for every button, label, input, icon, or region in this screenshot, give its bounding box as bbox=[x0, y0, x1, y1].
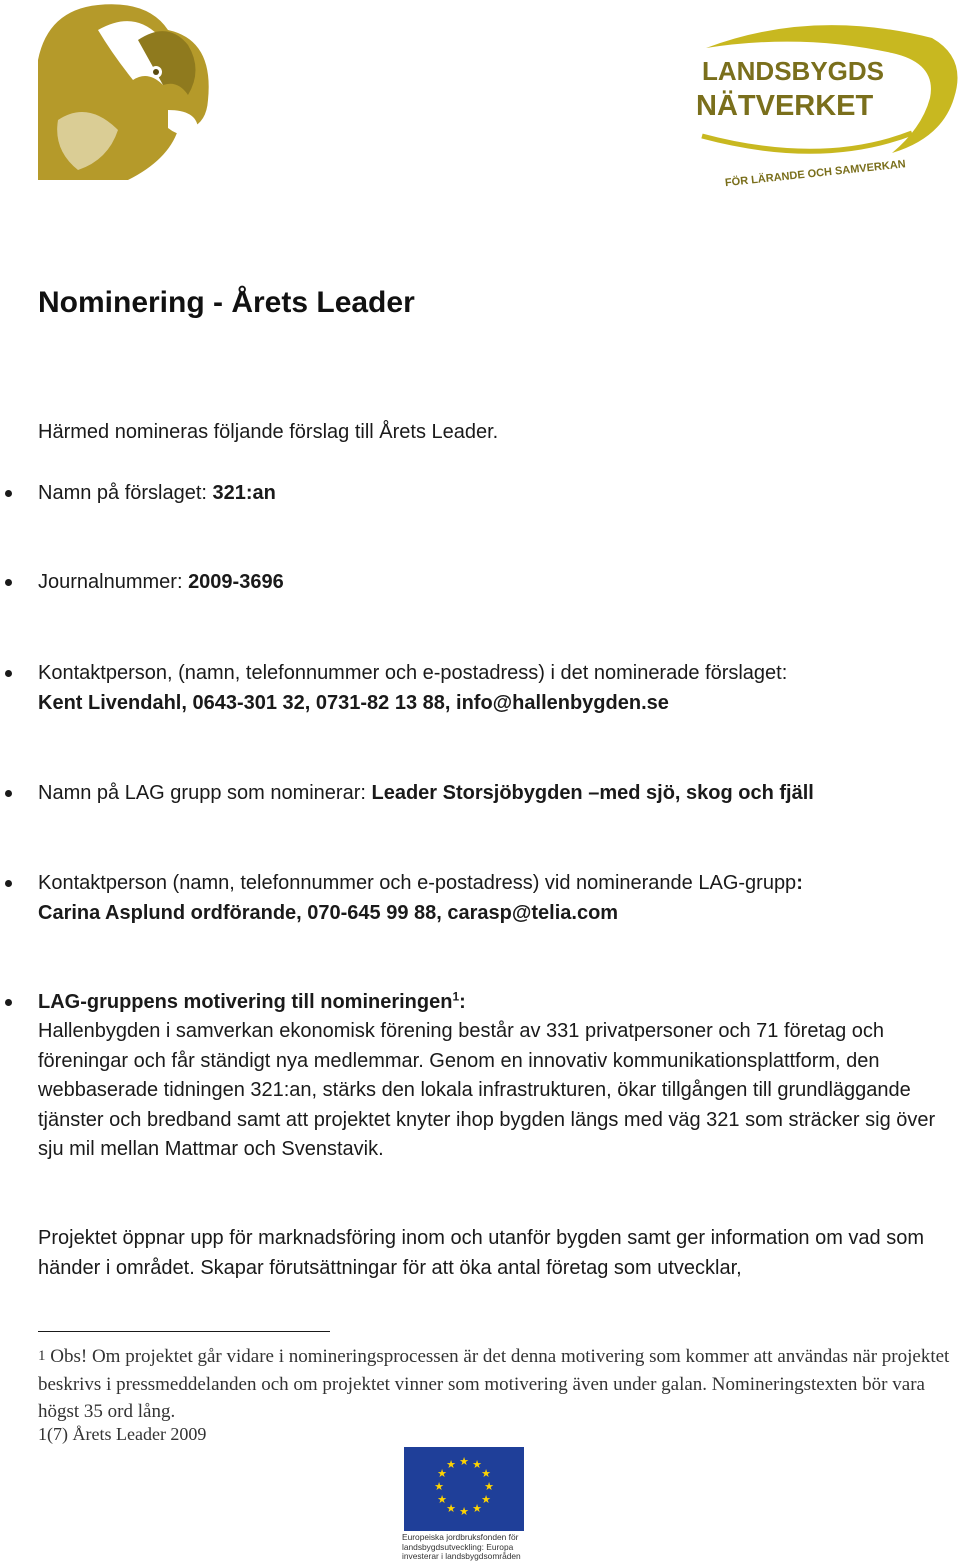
svg-text:★: ★ bbox=[481, 1493, 491, 1506]
svg-text:★: ★ bbox=[459, 1455, 469, 1468]
item-journal: Journalnummer: 2009-3696 bbox=[38, 571, 284, 593]
svg-text:★: ★ bbox=[437, 1467, 447, 1480]
ram-head-logo bbox=[38, 0, 214, 180]
item-lag-contact-label: Kontaktperson (namn, telefonnummer och e-postadress) vid nominerande LAG-grupp: bbox=[38, 872, 803, 894]
logo-line1: LANDSBYGDS bbox=[702, 56, 885, 86]
bullet-icon bbox=[5, 579, 12, 586]
logo-line2: NÄTVERKET bbox=[696, 90, 874, 122]
page-title: Nominering - Årets Leader bbox=[38, 286, 415, 319]
bullet-icon bbox=[5, 790, 12, 797]
paragraph-2: Projektet öppnar upp för marknadsföring inom och utanför bygden samt ger information om vad som händer i området. Skapar förutsättningar för att öka antal företag som utvecklar, bbox=[38, 1227, 925, 1279]
svg-text:★: ★ bbox=[481, 1467, 491, 1480]
motivation-text: Hallenbygden i samverkan ekonomisk förening består av 331 privatpersoner och 71 företag och föreningar och får ständigt nya medlemmar. Genom en innovativ kommunikationsplattform, den webbaserade tidningen 321:an, stärks den lokala infrastrukturen, ökar tillgången till grundläggande tjänster och bredband samt att projektet knyter ihop bygden längs med väg 321 som sträcker sig över sju mil mellan Mattmar och Svenstavik. bbox=[38, 1020, 936, 1161]
svg-text:★: ★ bbox=[472, 1502, 482, 1515]
item-motivation-label: LAG-gruppens motivering till nomineringen$^1$: bbox=[38, 989, 466, 1013]
landsbygdsnatverket-logo bbox=[692, 18, 960, 188]
svg-text:★: ★ bbox=[434, 1480, 444, 1493]
item-lag-contact-value: Carina Asplund ordförande, 070-645 99 88, carasp@telia.com bbox=[38, 902, 619, 924]
logo-tagline: FÖR LÄRANDE OCH SAMVERKAN bbox=[724, 158, 907, 188]
footnote-ref: 1 bbox=[452, 989, 460, 1004]
item-lag-name: Namn på LAG grupp som nominerar: Leader Storsjöbygden –med sjö, skog och fjäll bbox=[38, 782, 814, 804]
svg-text:★: ★ bbox=[437, 1493, 447, 1506]
item-contact-value: Kent Livendahl, 0643-301 32, 0731-82 13 88, info@hallenbygden.se bbox=[38, 692, 669, 714]
svg-text:★: ★ bbox=[446, 1502, 456, 1515]
bullet-icon bbox=[5, 490, 12, 497]
footnote: 1 Obs! Om projektet går vidare i nomineringsprocessen är det denna motivering som kommer att användas när projektet beskrivs i pressmeddelanden och om projektet vinner som motivering även under galan. Nomineringstexten bör vara högst 35 ord lång. bbox=[38, 1346, 950, 1422]
intro-text: Härmed nomineras följande förslag till Årets Leader. bbox=[38, 421, 499, 443]
svg-text:★: ★ bbox=[484, 1480, 494, 1493]
bullet-icon bbox=[5, 670, 12, 677]
eu-caption: Europeiska jordbruksfonden för landsbygdsutveckling: Europa investerar i landsbygdsområden bbox=[402, 1532, 521, 1561]
item-lag-name-value: Leader Storsjöbygden –med sjö, skog och fjäll bbox=[371, 782, 814, 804]
bullet-icon bbox=[5, 880, 12, 887]
item-name: Namn på förslaget: 321:an bbox=[38, 482, 276, 504]
bullet-icon bbox=[5, 999, 12, 1006]
item-journal-value: 2009-3696 bbox=[188, 571, 284, 593]
svg-text:★: ★ bbox=[446, 1458, 456, 1471]
footnote-divider bbox=[38, 1331, 330, 1332]
svg-text:★: ★ bbox=[472, 1458, 482, 1471]
item-contact-label: Kontaktperson, (namn, telefonnummer och e-postadress) i det nominerade förslaget: bbox=[38, 662, 788, 684]
svg-text:★: ★ bbox=[459, 1505, 469, 1518]
item-name-value: 321:an bbox=[212, 482, 276, 504]
page-reference: 1(7) Årets Leader 2009 bbox=[38, 1424, 207, 1444]
